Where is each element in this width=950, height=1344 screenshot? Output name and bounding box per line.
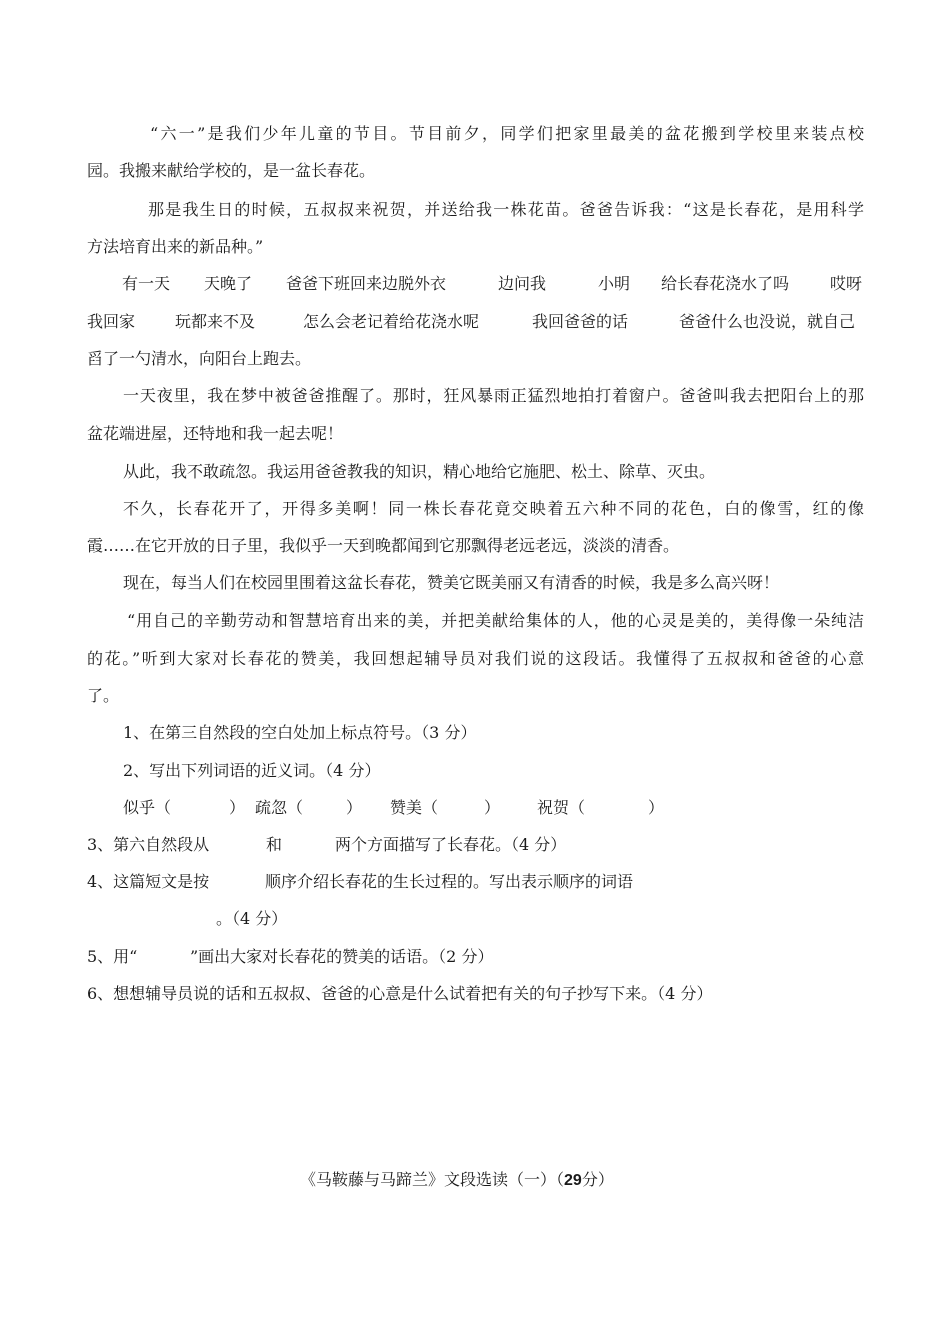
passage-p3-line3: 舀了一勺清水，向阳台上跑去。 [87, 349, 312, 368]
q2-word-label: 似乎（ [123, 798, 172, 817]
q3-text: 两个方面描写了长春花。（4 分） [335, 835, 567, 854]
answer-blank[interactable]: ） [484, 798, 501, 817]
p3-segment: 小明 [598, 274, 631, 293]
answer-blank[interactable]: ） [229, 798, 246, 817]
p3-segment: 玩都来不及 [175, 312, 256, 331]
passage-p1-line1: “六一”是我们少年儿童的节目。节目前夕，同学们把家里最美的盆花搬到学校里来装点校 [150, 124, 864, 143]
passage-p4-line1: 一天夜里，我在梦中被爸爸推醒了。那时，狂风暴雨正猛烈地拍打着窗户。爸爸叫我去把阳台上的那 [123, 386, 864, 405]
p3-segment: 哎呀 [830, 274, 863, 293]
q2-word-label: 赞美（ [390, 798, 439, 817]
q2-word-label: 祝贺（ [537, 798, 586, 817]
q5-text: 5、用“ [87, 947, 138, 966]
passage-p8-line2: 的花。”听到大家对长春花的赞美，我回想起辅导员对我们说的这段话。我懂得了五叔叔和爸爸的心意 [87, 649, 864, 668]
q5-text: ”画出大家对长春花的赞美的话语。（2 分） [190, 947, 494, 966]
question-6: 6、想想辅导员说的话和五叔叔、爸爸的心意是什么试着把有关的句子抄写下来。（4 分） [87, 984, 713, 1003]
p3-segment: 爸爸下班回来边脱外衣 [286, 274, 447, 293]
section-title-text: 《马鞍藤与马蹄兰》文段选读（一）（ [300, 1170, 565, 1189]
p3-segment: 边问我 [498, 274, 547, 293]
section-score: 29 [564, 1172, 582, 1189]
passage-p6-line1: 不久，长春花开了，开得多美啊！同一株长春花竟交映着五六种不同的花色，白的像雪，红的像 [123, 499, 864, 518]
p3-segment: 天晚了 [204, 274, 253, 293]
q4-text: 顺序介绍长春花的生长过程的。写出表示顺序的词语 [265, 872, 634, 891]
passage-p5-line1: 从此，我不敢疏忽。我运用爸爸教我的知识，精心地给它施肥、松土、除草、灭虫。 [123, 462, 716, 481]
passage-p4-line2: 盆花端进屋，还特地和我一起去呢！ [87, 424, 344, 443]
q4-text: 4、这篇短文是按 [87, 872, 210, 891]
passage-p1-line2: 园。我搬来献给学校的，是一盆长春花。 [87, 161, 376, 180]
q3-text: 和 [266, 835, 283, 854]
passage-p8-line3: 了。 [87, 686, 120, 705]
passage-p2-line2: 方法培育出来的新品种。” [87, 237, 264, 256]
answer-blank[interactable]: ） [346, 798, 363, 817]
p3-segment: 爸爸什么也没说，就自己 [679, 312, 856, 331]
p3-segment: 我回爸爸的话 [532, 312, 629, 331]
next-section-title [300, 1170, 614, 1190]
question-1: 1、在第三自然段的空白处加上标点符号。（3 分） [123, 723, 477, 742]
passage-p7-line1: 现在，每当人们在校园里围着这盆长春花，赞美它既美丽又有清香的时候，我是多么高兴呀！ [123, 573, 780, 592]
question-2: 2、写出下列词语的近义词。（4 分） [123, 761, 381, 780]
p3-segment: 给长春花浇水了吗 [661, 274, 790, 293]
passage-p6-line2: 霞……在它开放的日子里，我似乎一天到晚都闻到它那飘得老远老远，淡淡的清香。 [87, 536, 680, 555]
passage-p8-line1: “用自己的辛勤劳动和智慧培育出来的美，并把美献给集体的人，他的心灵是美的，美得像一朵纯洁 [127, 611, 864, 630]
p3-segment: 怎么会老记着给花浇水呢 [303, 312, 480, 331]
q3-text: 3、第六自然段从 [87, 835, 210, 854]
passage-p2-line1: 那是我生日的时候，五叔叔来祝贺，并送给我一株花苗。爸爸告诉我：“这是长春花，是用科学 [148, 200, 864, 219]
answer-blank[interactable]: ） [648, 798, 665, 817]
q4-text: 。（4 分） [216, 909, 288, 928]
p3-segment: 有一天 [122, 274, 171, 293]
q2-word-label: 疏忽（ [255, 798, 304, 817]
p3-segment: 我回家 [87, 312, 136, 331]
section-title-end: 分） [581, 1170, 614, 1189]
